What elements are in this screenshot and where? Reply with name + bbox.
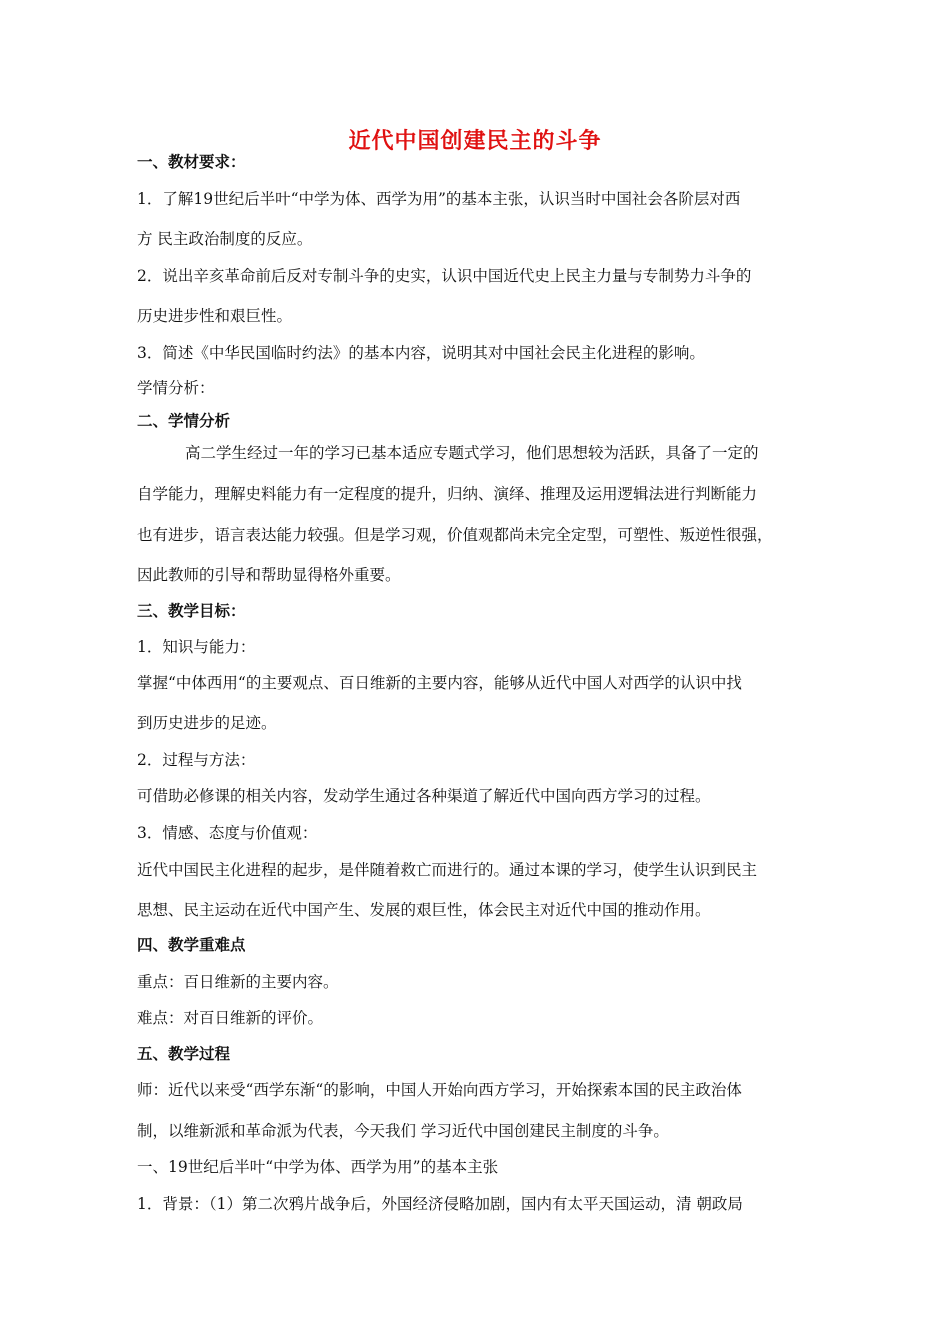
- paragraph-line: 自学能力，理解史料能力有一定程度的提升，归纳、演绎、推理及运用逻辑法进行判断能力: [137, 485, 758, 503]
- paragraph-line: 学情分析：: [137, 379, 215, 397]
- paragraph-line: 难点：对百日维新的评价。: [137, 1009, 324, 1027]
- paragraph-line: 1．知识与能力：: [137, 638, 256, 656]
- paragraph-line: 一、19世纪后半叶“中学为体、西学为用”的基本主张: [137, 1158, 499, 1176]
- document-title: 近代中国创建民主的斗争: [348, 129, 602, 154]
- paragraph-line: 1．背景：（1）第二次鸦片战争后，外国经济侵略加剧，国内有太平天国运动，清 朝政局: [137, 1195, 743, 1213]
- paragraph-line: 1．了解19世纪后半叶“中学为体、西学为用”的基本主张，认识当时中国社会各阶层对西: [137, 190, 741, 208]
- paragraph-line: 方 民主政治制度的反应。: [137, 230, 313, 248]
- section-heading: 三、教学目标：: [137, 602, 246, 620]
- paragraph-line: 3．情感、态度与价值观：: [137, 824, 318, 842]
- paragraph-line: 掌握“中体西用“的主要观点、百日维新的主要内容，能够从近代中国人对西学的认识中找: [137, 674, 742, 692]
- paragraph-line: 近代中国民主化进程的起步，是伴随着救亡而进行的。通过本课的学习，使学生认识到民主: [137, 861, 758, 879]
- paragraph-line: 也有进步，语言表达能力较强。但是学习观，价值观都尚未完全定型，可塑性、叛逆性很强，: [137, 526, 773, 544]
- paragraph-line: 思想、民主运动在近代中国产生、发展的艰巨性，体会民主对近代中国的推动作用。: [137, 901, 711, 919]
- paragraph-line: 高二学生经过一年的学习已基本适应专题式学习，他们思想较为活跃，具备了一定的: [185, 444, 759, 462]
- paragraph-line: 到历史进步的足迹。: [137, 714, 277, 732]
- section-heading: 一、教材要求：: [137, 153, 246, 171]
- section-heading: 二、学情分析: [137, 412, 231, 430]
- paragraph-line: 师：近代以来受“西学东渐“的影响，中国人开始向西方学习，开始探索本国的民主政治体: [137, 1081, 742, 1099]
- paragraph-line: 重点：百日维新的主要内容。: [137, 973, 339, 991]
- section-heading: 五、教学过程: [137, 1045, 231, 1063]
- paragraph-line: 因此教师的引导和帮助显得格外重要。: [137, 566, 401, 584]
- paragraph-line: 2．说出辛亥革命前后反对专制斗争的史实，认识中国近代史上民主力量与专制势力斗争的: [137, 267, 752, 285]
- section-heading: 四、教学重难点: [137, 936, 246, 954]
- paragraph-line: 可借助必修课的相关内容，发动学生通过各种渠道了解近代中国向西方学习的过程。: [137, 787, 711, 805]
- paragraph-line: 历史进步性和艰巨性。: [137, 307, 293, 325]
- paragraph-line: 制，以维新派和革命派为代表，今天我们 学习近代中国创建民主制度的斗争。: [137, 1122, 669, 1140]
- paragraph-line: 3．简述《中华民国临时约法》的基本内容，说明其对中国社会民主化进程的影响。: [137, 344, 705, 362]
- paragraph-line: 2．过程与方法：: [137, 751, 256, 769]
